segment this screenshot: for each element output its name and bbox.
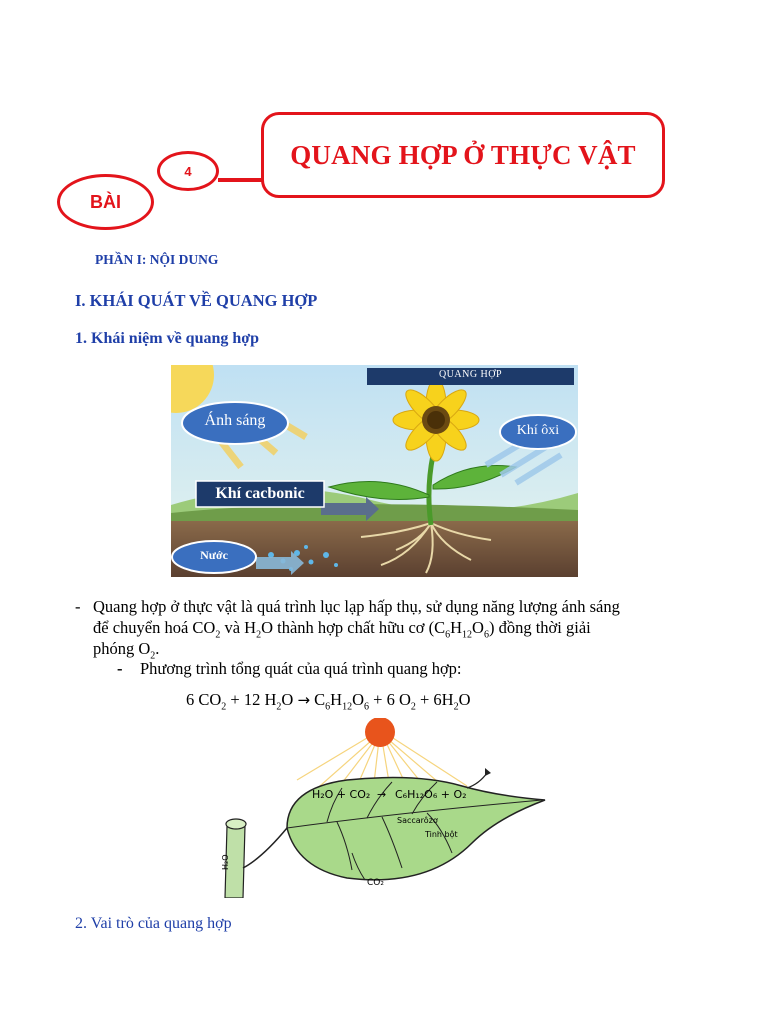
products-label: C₆H₁₂O₆ + O₂ — [395, 788, 467, 801]
arrow-icon: → — [297, 691, 311, 709]
subsection-heading-1: 1. Khái niệm về quang hợp — [75, 330, 260, 347]
bullet-1: - — [75, 597, 81, 616]
part-heading: PHẦN I: NỘI DUNG — [95, 252, 219, 267]
water-stem-label: H₂O — [221, 854, 230, 870]
figure-banner-label: QUANG HỢP — [438, 369, 503, 380]
leaf-diagram-svg — [217, 718, 547, 898]
definition-line-2: để chuyển hoá $CO_2$ và $H_2O$ thành hợp chất hữu cơ $(C_6H_{12}O_6)$ đồng thời giải — [93, 618, 591, 641]
oxygen-label: Khí ôxi — [516, 423, 560, 438]
light-label: Ánh sáng — [204, 412, 266, 429]
definition-line-1: Quang hợp ở thực vật là quá trình lục lạp hấp thụ, sử dụng năng lượng ánh sáng — [93, 597, 620, 616]
bai-label: BÀI — [90, 191, 121, 212]
photosynthesis-illustration — [171, 365, 578, 577]
lesson-title-box — [261, 112, 665, 198]
photosynthesis-illustration-svg — [171, 365, 578, 577]
title-connector — [218, 178, 263, 182]
reactants-label: H₂O + CO₂ — [312, 788, 371, 801]
subsection-heading-2: 2. Vai trò của quang hợp — [75, 915, 232, 932]
starch-label: Tinh bột — [425, 830, 458, 839]
lesson-title: QUANG HỢP Ở THỰC VẬT — [290, 139, 636, 170]
definition-line-3: phóng $O_2$. — [93, 639, 160, 662]
co2-label: Khí cacbonic — [215, 485, 305, 502]
equation-intro: Phương trình tổng quát của quá trình quang hợp: — [140, 659, 462, 678]
lesson-number: 4 — [184, 163, 192, 179]
leaf-diagram — [217, 718, 547, 898]
sun-icon — [365, 718, 395, 747]
bai-badge — [57, 174, 154, 230]
photosynthesis-equation: 6 $CO_2 + 12$ $H_2O \to C_6H_{12}O_6 + 6$ $O_2 + 6H_2O$ — [186, 690, 471, 713]
reaction-arrow-icon: → — [377, 788, 387, 801]
co2-intake-label: CO₂ — [367, 878, 384, 888]
definition-paragraph — [93, 596, 713, 662]
section-heading: I. KHÁI QUÁT VỀ QUANG HỢP — [75, 291, 318, 310]
sucrose-label: Saccarôzơ — [397, 816, 438, 825]
lesson-number-badge — [157, 151, 219, 191]
bullet-2: - — [117, 659, 123, 678]
water-label: Nước — [200, 548, 228, 562]
